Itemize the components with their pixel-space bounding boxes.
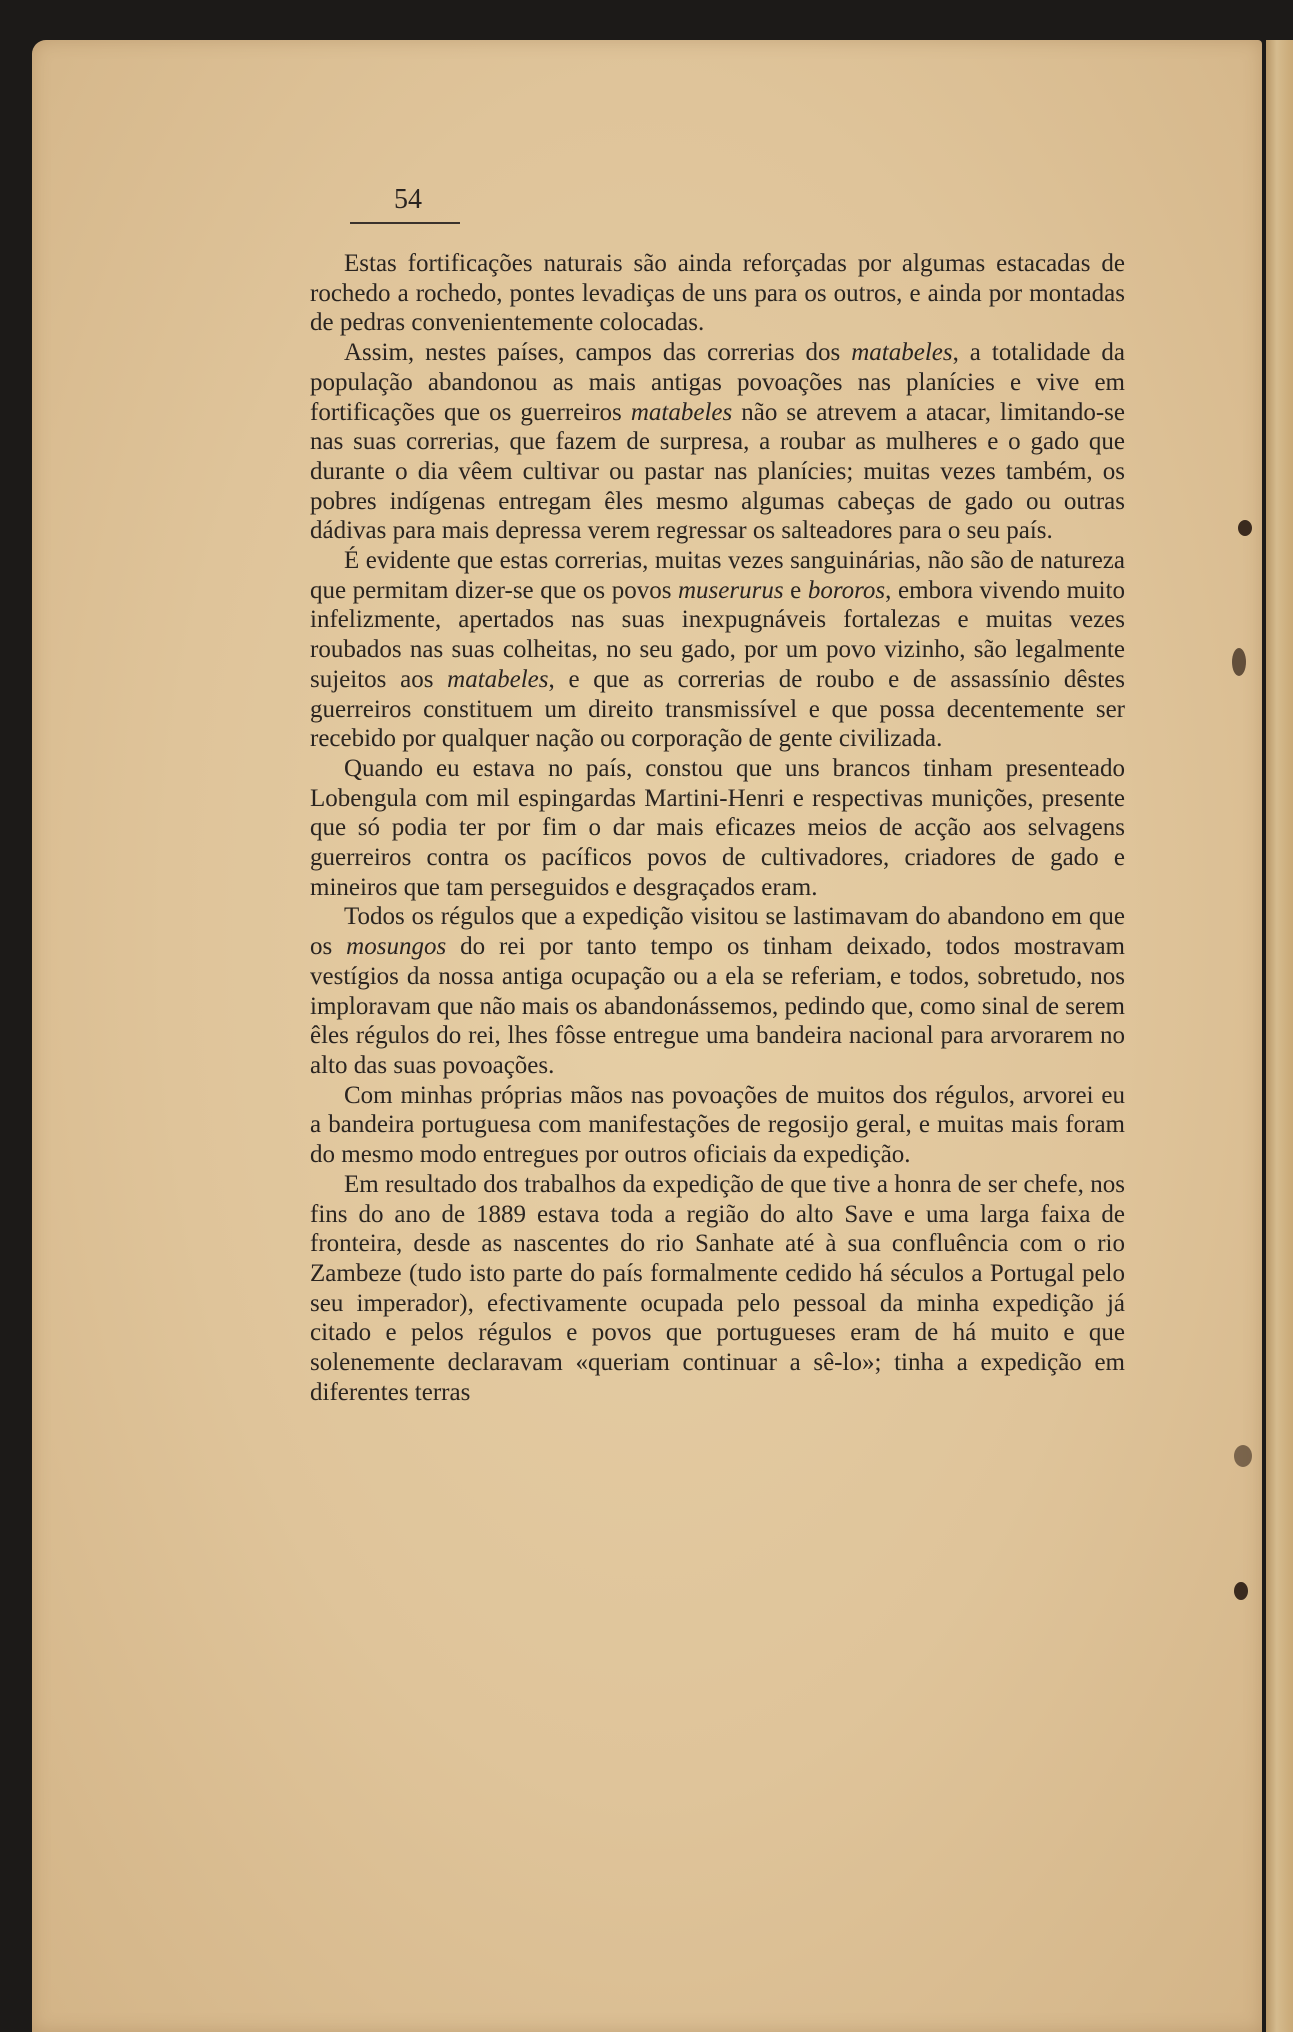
text-run: , a totalidade da população abandonou as mais antigas povoações nas planícies e vive em fortificações que os guerreiros [310, 339, 1126, 426]
binding-hole [1234, 1445, 1252, 1467]
text-run: Com minhas próprias mãos nas povoações de muitos dos régulos, arvorei eu a bandeira portuguesa com manifestações de regosijo geral, e muitas mais foram do mesmo modo entregues por outros oficiais da expedição. [310, 1081, 1125, 1169]
text-run: não se atrevem a atacar, limitando-se nas suas correrias, que fazem de surpresa, a roubar as mulheres e o gado que durante o dia vêem cultivar ou pastar nas planícies; muitas vezes também, os pobres indígenas entregam êles mesmo algumas cabeças de gado ou outras dádivas para mais depressa verem regressar os salteadores para o seu país. [310, 398, 1125, 545]
italic-term: matabeles [447, 665, 549, 693]
text-run: Estas fortificações naturais são ainda reforçadas por algumas estacadas de rochedo a rochedo, pontes levadiças de uns para os outros, e ainda por montadas de pedras convenientemente colocadas. [310, 250, 1125, 337]
header-rule [350, 222, 460, 224]
paragraph [310, 338, 1125, 546]
binding-hole [1232, 648, 1246, 676]
paragraph [310, 1170, 1125, 1408]
paragraph [310, 249, 1125, 338]
binding-hole [1238, 520, 1252, 536]
text-run: do rei por tanto tempo os tinham deixado, todos mostravam vestígios da nossa antiga ocupação ou a ela se referiam, e todos, sobretudo, nos imploravam que não mais os abandonássemos, pedindo que, como sinal de serem êles régulos do rei, lhes fôsse entregue uma bandeira nacional para arvorarem no alto das suas povoações. [310, 933, 1125, 1079]
text-run: Em resultado dos trabalhos da expedição de que tive a honra de ser chefe, nos fins do ano de 1889 estava toda a região do alto Save e uma larga faixa de fronteira, desde as nascentes do rio Sanhate até à sua confluência com o rio Zambeze (tudo isto parte do país formalmente cedido há séculos a Portugal pelo seu imperador), efectivamente ocupada pelo pessoal da minha expedição já citado e pelos régulos e povos que portugueses eram de há muito e que solenemente declaravam «queriam continuar a sê-lo»; tinha a expedição em diferentes terras [310, 1170, 1125, 1406]
text-run: É evidente que estas correrias, muitas vezes sanguinárias, não são de natureza que permitam dizer-se que os povos [310, 547, 1125, 604]
italic-term: bororos [807, 576, 886, 604]
text-run: e [783, 576, 808, 604]
text-run: Quando eu estava no país, constou que uns brancos tinham presenteado Lobengula com mil espingardas Martini-Henri e respectivas munições, presente que só podia ter por fim o dar mais eficazes meios de acção aos selvagens guerreiros contra os pacíficos povos de cultivadores, criadores de gado e mineiros que tam perseguidos e desgraçados eram. [310, 754, 1125, 901]
next-page-edge [1266, 40, 1293, 2032]
italic-term: matabeles [630, 398, 733, 426]
binding-hole [1234, 1582, 1248, 1600]
text-run: , e que as correrias de roubo e de assassínio dêstes guerreiros constituem um direito transmissível e que possa decentemente ser recebido por qualquer nação ou corporação de gente civilizada. [310, 665, 1126, 753]
paragraph [310, 546, 1125, 754]
paragraph [310, 1081, 1125, 1170]
italic-term: matabeles [851, 339, 953, 367]
paragraph [310, 754, 1125, 903]
paragraph [310, 902, 1125, 1080]
italic-term: muserurus [678, 576, 784, 604]
body-text [310, 249, 1125, 1407]
italic-term: mosungos [346, 933, 447, 961]
text-run: , embora vivendo muito infelizmente, apertados nas suas inexpugnáveis fortalezas e muitas vezes roubados nas suas colheitas, no seu gado, por um povo vizinho, são legalmente sujeitos aos [310, 576, 1125, 693]
text-run: Assim, nestes países, campos das correrias dos [344, 339, 852, 367]
text-run: Todos os régulos que a expedição visitou se lastimavam do abandono em que os [310, 903, 1125, 961]
page-number: 54 [394, 184, 422, 215]
